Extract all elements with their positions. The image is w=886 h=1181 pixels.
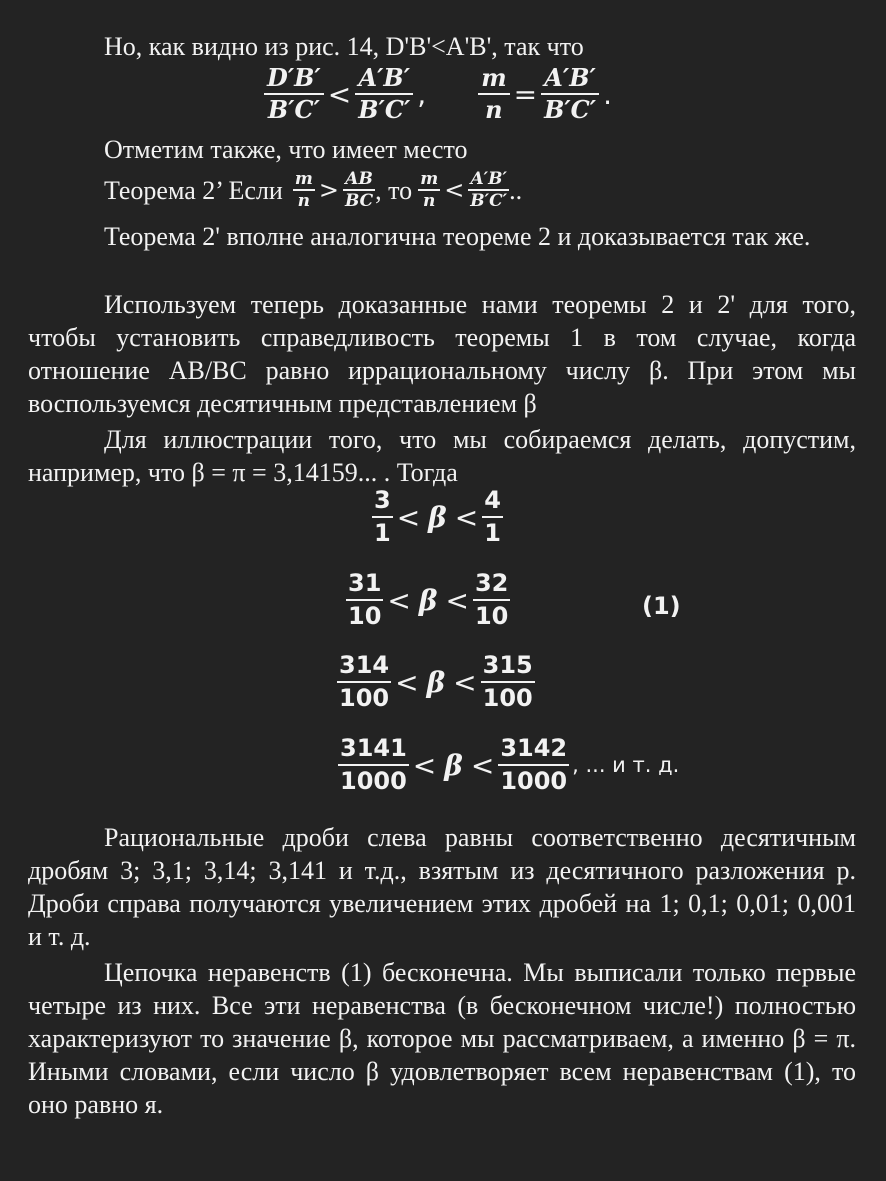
fraction-mn: $\frac{m}{n}$	[478, 63, 509, 125]
inequality-tail: , ... и т. д.	[572, 752, 680, 777]
inequality-row	[337, 650, 535, 714]
less-than-sign: <	[445, 583, 469, 617]
paragraph-analog: Теорема 2' вполне аналогична теореме 2 и доказывается так же.	[104, 222, 811, 251]
fraction-mn-small-2: $\frac{m}{n}$	[420, 169, 439, 211]
less-than-sign: <	[454, 500, 479, 534]
theorem-mid: , то	[375, 175, 413, 205]
fraction-abbc: $\frac{A'B'}{B'C'}$	[355, 63, 413, 125]
fraction-dbbc: $\frac{D'B'}{B'C'}$	[264, 63, 324, 125]
intro-line: Но, как видно из рис. 14, D'B'<A'B', так что	[104, 32, 584, 61]
theorem-tail: ..	[509, 175, 523, 205]
fraction-ab-bc: $\frac{AB}{BC}$	[344, 169, 374, 211]
beta-symbol: β	[428, 500, 447, 534]
beta-symbol: β	[444, 748, 463, 782]
right-fraction: $\frac{32}{10}$	[474, 569, 509, 630]
left-fraction: $\frac{3141}{1000}$	[340, 734, 407, 795]
paragraph-rational: Рациональные дроби слева равны соответственно десятичным дробям 3; 3,1; 3,14; 3,141 и т.д., взятым из десятичного разложения р. Дроби справа получаются увеличением этих дробей на 1; 0,1; 0,01; 0,001 и т. д.	[28, 823, 856, 951]
left-fraction: $\frac{314}{100}$	[339, 651, 390, 712]
less-than-sign-2: <	[444, 175, 465, 204]
less-than-sign: <	[412, 748, 437, 782]
period: .	[603, 77, 613, 111]
paragraph-chain: Цепочка неравенств (1) бесконечна. Мы выписали только первые четыре из них. Все эти неравенства (в бесконечном числе!) полностью характеризуют то значение β, которое мы рассматриваем, а именно β = π. Иными словами, если число β удовлетворяет всем неравенствам (1), то оно равно я.	[28, 958, 856, 1119]
less-than-sign: <	[395, 665, 419, 699]
left-fraction: $\frac{3}{1}$	[374, 486, 391, 547]
equals-sign: =	[513, 77, 538, 111]
theorem-2-prime	[104, 165, 522, 215]
equation-number: (1)	[642, 592, 681, 620]
paragraph-use: Используем теперь доказанные нами теоремы 2 и 2' для того, чтобы установить справедливость теоремы 1 в том случае, когда отношение AB/BC равно иррациональному числу β. При этом мы воспользуемся десятичным представлением β	[28, 290, 856, 418]
less-than-sign: <	[453, 665, 477, 699]
inequality-row	[372, 485, 503, 549]
beta-symbol: β	[418, 583, 438, 617]
less-than-sign: <	[470, 748, 495, 782]
comma: ,	[417, 77, 427, 111]
theorem-prefix: Теорема 2’ Если	[104, 175, 283, 205]
inequality-row	[346, 568, 510, 632]
right-fraction: $\frac{315}{100}$	[482, 651, 533, 712]
right-fraction: $\frac{3142}{1000}$	[500, 734, 568, 795]
note-line: Отметим также, что имеет место	[104, 135, 468, 164]
paragraph-illustration: Для иллюстрации того, что мы собираемся делать, допустим, например, что β = π = 3,14159... . Тогда	[28, 425, 856, 487]
fraction-abbc-small: $\frac{A'B'}{B'C'}$	[470, 169, 508, 211]
fraction-mn-small: $\frac{m}{n}$	[294, 169, 313, 211]
ratio-formula	[264, 63, 616, 125]
right-fraction: $\frac{4}{1}$	[484, 486, 501, 547]
beta-symbol: β	[426, 665, 446, 699]
fraction-abbc-2: $\frac{A'B'}{B'C'}$	[541, 63, 599, 125]
greater-than-sign: >	[318, 175, 339, 204]
left-fraction: $\frac{31}{10}$	[348, 569, 382, 630]
less-than-sign: <	[387, 583, 411, 617]
inequality-row	[338, 733, 679, 797]
less-than-sign: <	[396, 500, 421, 534]
less-than-sign: <	[327, 77, 352, 111]
